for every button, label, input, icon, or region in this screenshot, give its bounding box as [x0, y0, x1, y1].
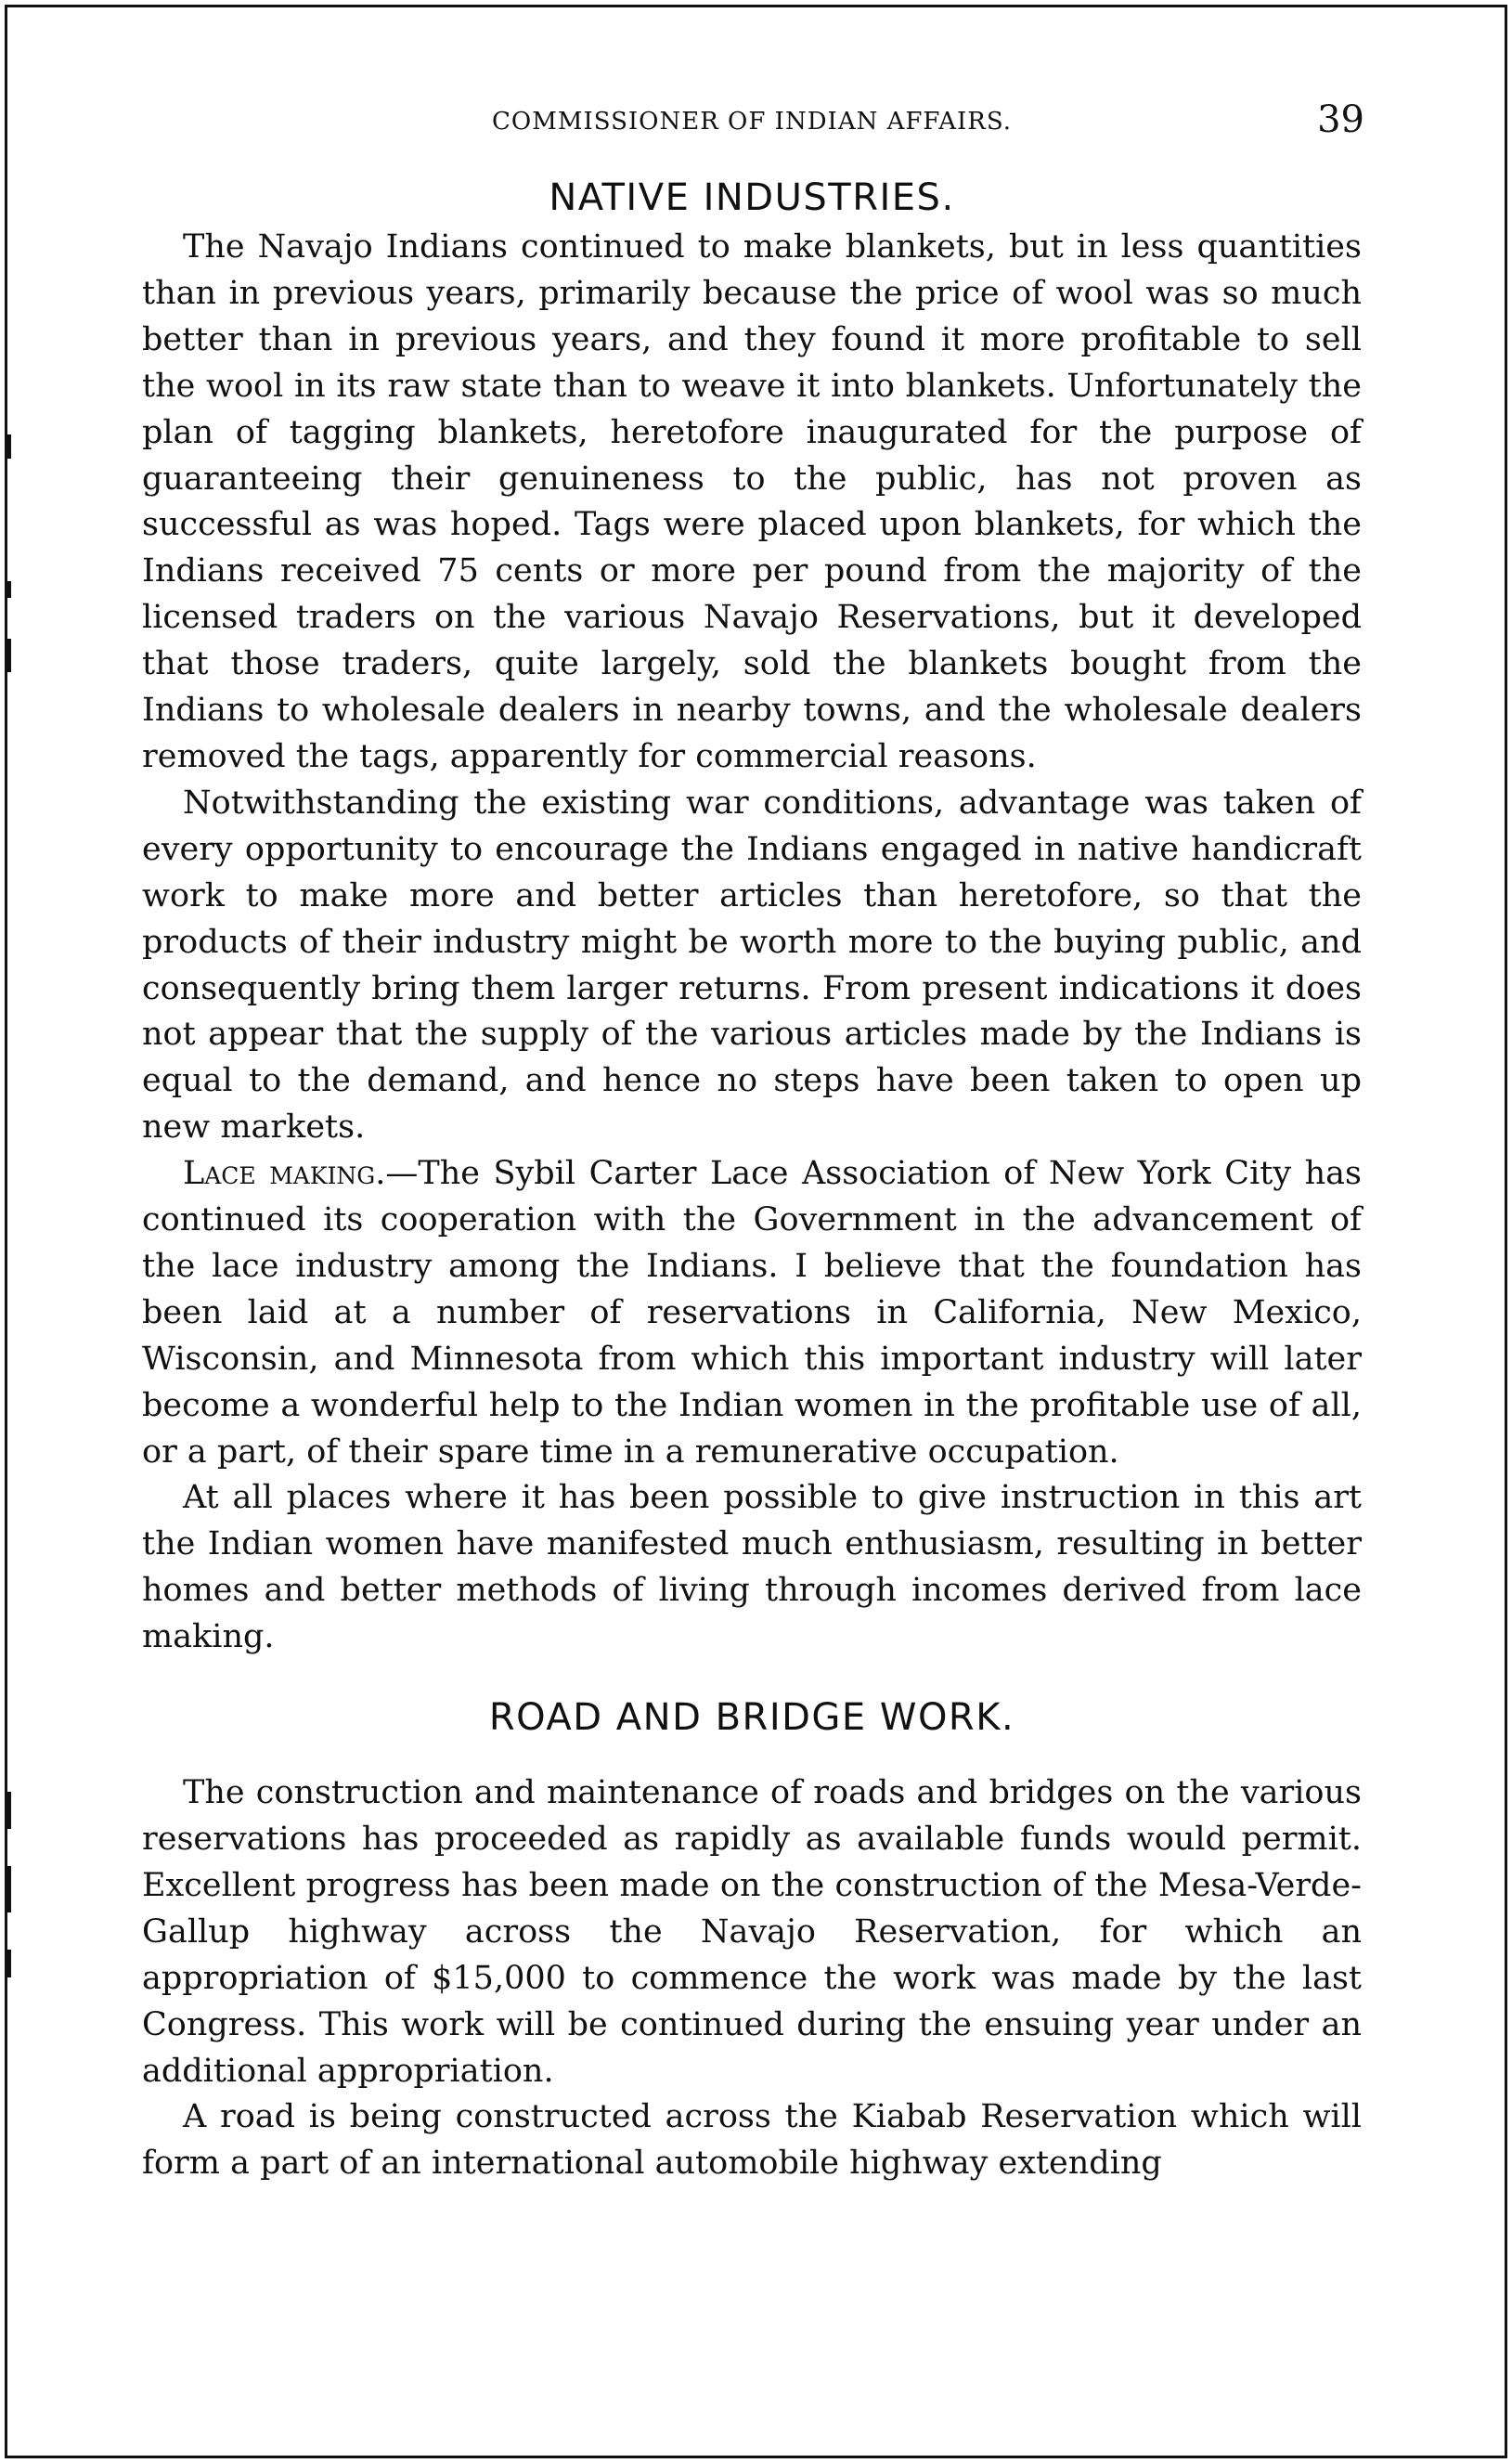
- paragraph: [142, 1770, 1362, 2094]
- page-number: 39: [1317, 98, 1364, 141]
- running-title: COMMISSIONER OF INDIAN AFFAIRS.: [492, 108, 1012, 136]
- section-heading: ROAD AND BRIDGE WORK.: [488, 1696, 1015, 1740]
- margin-mark: [6, 581, 11, 598]
- margin-mark: [6, 1950, 11, 1977]
- paragraph-text: The construction and maintenance of roads and bridges on the various reservations has proceeded as rapidly as available funds would permit. Excellent progress has been made on the construction of the Mesa-Verde-Gallup highway across the Navajo Reservation, for which an appropriation of $15,000 to commence the work was made by the last Congress. This work will be continued during the ensuing year under an additional appropriation.: [142, 1774, 1362, 2090]
- section-heading: NATIVE INDUSTRIES.: [549, 176, 955, 219]
- margin-mark: [6, 1866, 11, 1912]
- margin-mark: [6, 434, 11, 459]
- margin-mark: [6, 1792, 11, 1829]
- paragraph-text: A road is being constructed across the Kiabab Reservation which will form a part of an international automobile highway extending: [142, 2098, 1362, 2183]
- paragraph-lead-in: Lace making.: [183, 1155, 386, 1193]
- paragraph-text: Notwithstanding the existing war conditions, advantage was taken of every opportunity to encourage the Indians engaged in native handicraft work to make more and better articles than heretofore, so that the products of their industry might be worth more to the buying public, and consequently bring them larger returns. From present indications it does not appear that the supply of the various articles made by the Indians is equal to the demand, and hence no steps have been taken to open up new markets.: [142, 784, 1362, 1147]
- page-body: [142, 173, 1362, 2187]
- section-road-and-bridge-work: [142, 1692, 1362, 2187]
- paragraph: [142, 1475, 1362, 1661]
- paragraph: [142, 225, 1362, 781]
- paragraph: [142, 781, 1362, 1151]
- running-header: [139, 97, 1364, 143]
- paragraph-text: The Navajo Indians continued to make blankets, but in less quantities than in previous years, primarily because the price of wool was so much better than in previous years, and they found it more profitable to sell the wool in its raw state than to weave it into blankets. Unfortunately the plan of tagging blankets, heretofore inaugurated for the purpose of guaranteeing their genuineness to the public, has not proven as successful as was hoped. Tags were placed upon blankets, for which the Indians received 75 cents or more per pound from the majority of the licensed traders on the various Navajo Reservations, but it developed that those traders, quite largely, sold the blankets bought from the Indians to wholesale dealers in nearby towns, and the wholesale dealers removed the tags, apparently for commercial reasons.: [142, 228, 1362, 775]
- paragraph-text: —The Sybil Carter Lace Association of New York City has continued its cooperation with the Government in the advancement of the lace industry among the Indians. I believe that the foundation has been laid at a number of reservations in California, New Mexico, Wisconsin, and Minnesota from which this important industry will later become a wonderful help to the Indian women in the profitable use of all, or a part, of their spare time in a remunerative occupation.: [142, 1155, 1362, 1471]
- paragraph: [142, 1151, 1362, 1475]
- margin-mark: [6, 639, 11, 672]
- paragraph: [142, 2094, 1362, 2187]
- paragraph-text: At all places where it has been possible to give instruction in this art the Indian women have manifested much enthusiasm, resulting in better homes and better methods of living through incomes derived from lace making.: [142, 1479, 1362, 1656]
- section-native-industries: [142, 173, 1362, 1661]
